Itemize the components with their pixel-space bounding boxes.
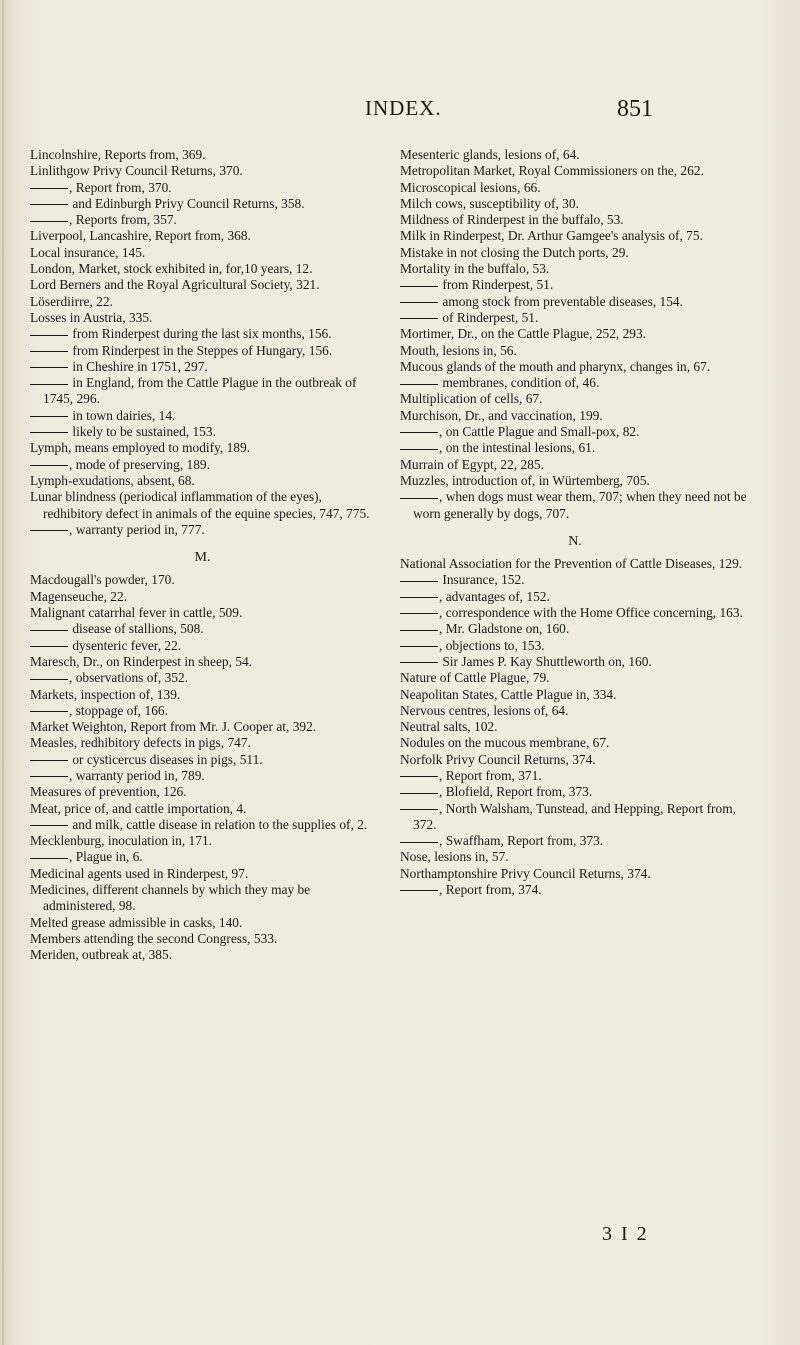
index-entry-text: Mortimer, Dr., on the Cattle Plague, 252, 293. bbox=[400, 326, 647, 342]
index-entry bbox=[30, 489, 375, 522]
ditto-dash bbox=[30, 204, 68, 205]
ditto-dash bbox=[400, 302, 438, 303]
index-entry-text: Murrain of Egypt, 22, 285. bbox=[400, 456, 544, 472]
index-entry bbox=[30, 180, 375, 196]
index-entry bbox=[400, 440, 750, 456]
index-entry-text: Mildness of Rinderpest in the buffalo, 53. bbox=[400, 212, 624, 228]
index-entry bbox=[30, 654, 375, 670]
index-entry-text: , North Walsham, Tunstead, and Hepping, Report from, 372. bbox=[413, 800, 736, 832]
index-entry-text: Medicines, different channels by which they may be administered, 98. bbox=[30, 882, 311, 914]
index-entry bbox=[400, 654, 750, 670]
index-entry bbox=[400, 424, 750, 440]
section-letter: N. bbox=[568, 533, 582, 549]
index-entry-text: Measles, redhibitory defects in pigs, 747. bbox=[30, 735, 251, 751]
ditto-dash bbox=[400, 613, 438, 614]
index-entry-text: Neapolitan States, Cattle Plague in, 334. bbox=[400, 686, 617, 702]
index-entry-text: Multiplication of cells, 67. bbox=[400, 391, 543, 407]
index-entry-text: Meriden, outbreak at, 385. bbox=[30, 947, 173, 963]
right-index-column bbox=[400, 147, 750, 898]
index-entry bbox=[30, 375, 375, 408]
index-entry bbox=[30, 359, 375, 375]
index-entry bbox=[400, 866, 750, 882]
index-entry-text: Malignant catarrhal fever in cattle, 509. bbox=[30, 605, 243, 621]
ditto-dash bbox=[400, 597, 438, 598]
ditto-dash bbox=[400, 842, 438, 843]
ditto-dash bbox=[30, 335, 68, 336]
index-entry bbox=[30, 670, 375, 686]
index-entry bbox=[400, 572, 750, 588]
index-entry bbox=[30, 621, 375, 637]
index-entry-text: Markets, inspection of, 139. bbox=[30, 686, 181, 702]
index-entry bbox=[30, 703, 375, 719]
index-entry bbox=[400, 489, 750, 522]
index-entry-text: , on Cattle Plague and Small-pox, 82. bbox=[439, 424, 640, 440]
index-entry bbox=[30, 147, 375, 163]
index-entry-text: , objections to, 153. bbox=[439, 637, 545, 653]
index-entry bbox=[400, 768, 750, 784]
index-entry bbox=[30, 572, 375, 588]
index-entry bbox=[30, 947, 375, 963]
index-entry-text: Linlithgow Privy Council Returns, 370. bbox=[30, 163, 243, 179]
index-entry-text: Milch cows, susceptibility of, 30. bbox=[400, 195, 579, 211]
ditto-dash bbox=[400, 449, 438, 450]
index-entry bbox=[30, 866, 375, 882]
index-entry bbox=[30, 833, 375, 849]
index-entry bbox=[400, 670, 750, 686]
index-entry bbox=[30, 589, 375, 605]
ditto-dash bbox=[30, 416, 68, 417]
ditto-dash bbox=[30, 776, 68, 777]
index-entry-text: , when dogs must wear them, 707; when they need not be worn generally by dogs, 707. bbox=[413, 489, 747, 521]
index-entry-text: in England, from the Cattle Plague in the outbreak of 1745, 296. bbox=[43, 375, 357, 407]
index-entry-text: Lincolnshire, Reports from, 369. bbox=[30, 147, 206, 162]
index-entry-text: Mouth, lesions in, 56. bbox=[400, 342, 517, 358]
index-entry bbox=[30, 196, 375, 212]
index-entry bbox=[400, 589, 750, 605]
index-entry-text: , warranty period in, 789. bbox=[69, 767, 205, 783]
index-entry-text: Medicinal agents used in Rinderpest, 97. bbox=[30, 865, 249, 881]
index-entry-text: from Rinderpest in the Steppes of Hungary, 156. bbox=[72, 342, 333, 358]
index-entry bbox=[30, 277, 375, 293]
ditto-dash bbox=[30, 188, 68, 189]
left-index-column bbox=[30, 147, 375, 964]
index-entry-text: Metropolitan Market, Royal Commissioners on the, 262. bbox=[400, 163, 704, 179]
index-entry bbox=[30, 473, 375, 489]
index-entry bbox=[400, 801, 750, 834]
index-entry bbox=[400, 310, 750, 326]
ditto-dash bbox=[30, 221, 68, 222]
index-entry-text: Liverpool, Lancashire, Report from, 368. bbox=[30, 228, 251, 244]
index-entry-text: Nose, lesions in, 57. bbox=[400, 849, 509, 865]
index-entry bbox=[400, 719, 750, 735]
index-entry bbox=[400, 163, 750, 179]
index-entry-text: National Association for the Prevention of Cattle Diseases, 129. bbox=[400, 556, 743, 572]
index-entry bbox=[30, 687, 375, 703]
index-entry-text: Muzzles, introduction of, in Würtemberg, 705. bbox=[400, 472, 650, 488]
index-entry bbox=[400, 752, 750, 768]
page-header bbox=[0, 96, 800, 136]
ditto-dash bbox=[400, 630, 438, 631]
index-entry bbox=[400, 343, 750, 359]
index-entry-text: Mucous glands of the mouth and pharynx, changes in, 67. bbox=[400, 358, 711, 374]
index-entry bbox=[30, 719, 375, 735]
index-entry bbox=[400, 457, 750, 473]
index-entry bbox=[400, 605, 750, 621]
index-entry-text: Members attending the second Congress, 533. bbox=[30, 930, 278, 946]
index-entry bbox=[400, 703, 750, 719]
index-entry-text: in town dairies, 14. bbox=[72, 407, 176, 423]
index-entry bbox=[30, 801, 375, 817]
index-entry bbox=[30, 457, 375, 473]
index-entry bbox=[30, 768, 375, 784]
ditto-dash bbox=[400, 432, 438, 433]
ditto-dash bbox=[30, 825, 68, 826]
index-entry bbox=[30, 326, 375, 342]
ditto-dash bbox=[400, 646, 438, 647]
index-entry bbox=[400, 687, 750, 703]
index-entry-text: Neutral salts, 102. bbox=[400, 719, 498, 735]
ditto-dash bbox=[30, 858, 68, 859]
index-entry-text: membranes, condition of, 46. bbox=[442, 375, 600, 391]
index-entry-text: Northamptonshire Privy Council Returns, 374. bbox=[400, 865, 651, 881]
ditto-dash bbox=[30, 367, 68, 368]
index-entry bbox=[400, 375, 750, 391]
index-entry-text: likely to be sustained, 153. bbox=[72, 424, 216, 440]
index-entry-text: Mecklenburg, inoculation in, 171. bbox=[30, 833, 212, 849]
ditto-dash bbox=[30, 351, 68, 352]
index-entry bbox=[400, 784, 750, 800]
ditto-dash bbox=[400, 793, 438, 794]
index-entry bbox=[30, 228, 375, 244]
index-entry-text: , advantages of, 152. bbox=[439, 588, 550, 604]
ditto-dash bbox=[30, 384, 68, 385]
index-entry bbox=[30, 915, 375, 931]
index-entry bbox=[400, 228, 750, 244]
ditto-dash bbox=[30, 679, 68, 680]
index-entry bbox=[30, 752, 375, 768]
ditto-dash bbox=[30, 630, 68, 631]
index-entry bbox=[30, 212, 375, 228]
binding-edge bbox=[2, 0, 4, 1345]
index-entry-text: , Blofield, Report from, 373. bbox=[439, 784, 593, 800]
index-entry bbox=[400, 196, 750, 212]
ditto-dash bbox=[30, 646, 68, 647]
index-entry bbox=[400, 147, 750, 163]
index-entry bbox=[400, 408, 750, 424]
index-entry-text: , Mr. Gladstone on, 160. bbox=[439, 621, 570, 637]
index-entry-text: Insurance, 152. bbox=[442, 572, 525, 588]
index-entry bbox=[30, 735, 375, 751]
index-entry bbox=[30, 294, 375, 310]
index-entry-text: Mesenteric glands, lesions of, 64. bbox=[400, 147, 580, 162]
index-entry bbox=[30, 638, 375, 654]
index-entry-text: Norfolk Privy Council Returns, 374. bbox=[400, 751, 596, 767]
index-entry-text: Lymph, means employed to modify, 189. bbox=[30, 440, 251, 456]
index-entry bbox=[400, 735, 750, 751]
index-entry-text: , stoppage of, 166. bbox=[69, 702, 168, 718]
index-entry-text: , observations of, 352. bbox=[69, 670, 189, 686]
index-entry-text: Lymph-exudations, absent, 68. bbox=[30, 472, 195, 488]
index-entry bbox=[30, 849, 375, 865]
ditto-dash bbox=[400, 662, 438, 663]
index-entry-text: Local insurance, 145. bbox=[30, 244, 146, 260]
index-entry bbox=[30, 784, 375, 800]
index-entry-text: Losses in Austria, 335. bbox=[30, 309, 153, 325]
index-entry-text: , Report from, 374. bbox=[439, 882, 542, 898]
index-entry-text: and Edinburgh Privy Council Returns, 358. bbox=[72, 195, 305, 211]
ditto-dash bbox=[30, 465, 68, 466]
ditto-dash bbox=[30, 530, 68, 531]
index-entry-text: Nodules on the mucous membrane, 67. bbox=[400, 735, 610, 751]
index-entry-text: of Rinderpest, 51. bbox=[442, 309, 539, 325]
index-entry bbox=[400, 638, 750, 654]
ditto-dash bbox=[400, 581, 438, 582]
index-entry-text: Microscopical lesions, 66. bbox=[400, 179, 541, 195]
index-entry-text: Sir James P. Kay Shuttleworth on, 160. bbox=[442, 653, 652, 669]
index-entry-text: Löserdiirre, 22. bbox=[30, 293, 113, 309]
ditto-dash bbox=[400, 776, 438, 777]
ditto-dash bbox=[400, 384, 438, 385]
index-entry bbox=[400, 277, 750, 293]
index-entry bbox=[30, 522, 375, 538]
ditto-dash bbox=[400, 286, 438, 287]
index-entry-text: Meat, price of, and cattle importation, 4. bbox=[30, 800, 247, 816]
index-entry bbox=[400, 326, 750, 342]
index-entry bbox=[400, 245, 750, 261]
index-entry-text: Milk in Rinderpest, Dr. Arthur Gamgee's analysis of, 75. bbox=[400, 228, 703, 244]
index-entry-text: and milk, cattle disease in relation to the supplies of, 2. bbox=[72, 816, 368, 832]
index-entry bbox=[30, 310, 375, 326]
ditto-dash bbox=[400, 809, 438, 810]
index-entry bbox=[30, 931, 375, 947]
index-entry-text: , warranty period in, 777. bbox=[69, 521, 205, 537]
index-entry bbox=[400, 473, 750, 489]
index-entry-text: Melted grease admissible in casks, 140. bbox=[30, 914, 243, 930]
index-entry-text: among stock from preventable diseases, 154. bbox=[442, 293, 683, 309]
page-number: 851 bbox=[617, 96, 653, 122]
ditto-dash bbox=[30, 760, 68, 761]
index-entry bbox=[400, 833, 750, 849]
index-entry bbox=[400, 180, 750, 196]
index-entry bbox=[400, 391, 750, 407]
index-entry bbox=[30, 245, 375, 261]
index-entry-text: dysenteric fever, 22. bbox=[72, 637, 182, 653]
index-entry-text: Lord Berners and the Royal Agricultural Society, 321. bbox=[30, 277, 320, 293]
index-entry bbox=[30, 408, 375, 424]
index-entry-text: , on the intestinal lesions, 61. bbox=[439, 440, 596, 456]
index-entry bbox=[30, 605, 375, 621]
index-entry bbox=[30, 424, 375, 440]
index-entry bbox=[400, 849, 750, 865]
index-entry bbox=[400, 294, 750, 310]
index-entry-text: , Swaffham, Report from, 373. bbox=[439, 833, 604, 849]
index-entry-text: Lunar blindness (periodical inflammation of the eyes), redhibitory defect in animals of the equine species, 747, 775. bbox=[30, 489, 370, 521]
ditto-dash bbox=[400, 318, 438, 319]
index-entry bbox=[30, 343, 375, 359]
index-entry-text: London, Market, stock exhibited in, for,10 years, 12. bbox=[30, 261, 313, 277]
ditto-dash bbox=[400, 890, 438, 891]
ditto-dash bbox=[400, 498, 438, 499]
index-entry-text: Maresch, Dr., on Rinderpest in sheep, 54. bbox=[30, 653, 253, 669]
section-letter: M. bbox=[194, 550, 211, 566]
index-entry-text: Measures of prevention, 126. bbox=[30, 784, 187, 800]
index-entry bbox=[30, 817, 375, 833]
index-entry bbox=[30, 261, 375, 277]
index-entry-text: , Report from, 371. bbox=[439, 767, 542, 783]
index-entry-text: , correspondence with the Home Office concerning, 163. bbox=[439, 605, 743, 621]
index-entry-text: , Reports from, 357. bbox=[69, 212, 177, 228]
index-entry bbox=[400, 359, 750, 375]
index-entry-text: disease of stallions, 508. bbox=[72, 621, 204, 637]
index-entry bbox=[30, 882, 375, 915]
signature-mark: 3 I 2 bbox=[602, 1223, 649, 1245]
index-entry bbox=[400, 556, 750, 572]
index-entry-text: Macdougall's powder, 170. bbox=[30, 572, 175, 588]
index-entry-text: , Plague in, 6. bbox=[69, 849, 143, 865]
index-entry bbox=[30, 163, 375, 179]
index-entry-text: Mortality in the buffalo, 53. bbox=[400, 261, 550, 277]
index-entry-text: Nervous centres, lesions of, 64. bbox=[400, 702, 569, 718]
index-entry-text: from Rinderpest during the last six months, 156. bbox=[72, 326, 332, 342]
index-entry bbox=[400, 261, 750, 277]
index-entry-text: in Cheshire in 1751, 297. bbox=[72, 358, 208, 374]
index-entry-text: Magenseuche, 22. bbox=[30, 588, 128, 604]
index-entry-text: Murchison, Dr., and vaccination, 199. bbox=[400, 407, 603, 423]
index-entry-text: Nature of Cattle Plague, 79. bbox=[400, 670, 550, 686]
index-entry-text: , mode of preserving, 189. bbox=[69, 456, 210, 472]
running-title: INDEX. bbox=[365, 96, 442, 120]
index-entry bbox=[400, 882, 750, 898]
ditto-dash bbox=[30, 432, 68, 433]
index-entry bbox=[400, 621, 750, 637]
index-entry-text: , Report from, 370. bbox=[69, 179, 172, 195]
index-entry-text: Market Weighton, Report from Mr. J. Cooper at, 392. bbox=[30, 719, 317, 735]
index-entry bbox=[400, 212, 750, 228]
index-entry-text: from Rinderpest, 51. bbox=[442, 277, 554, 293]
index-entry-text: Mistake in not closing the Dutch ports, 29. bbox=[400, 244, 629, 260]
index-entry-text: or cysticercus diseases in pigs, 511. bbox=[72, 751, 263, 767]
ditto-dash bbox=[30, 711, 68, 712]
index-entry bbox=[30, 440, 375, 456]
